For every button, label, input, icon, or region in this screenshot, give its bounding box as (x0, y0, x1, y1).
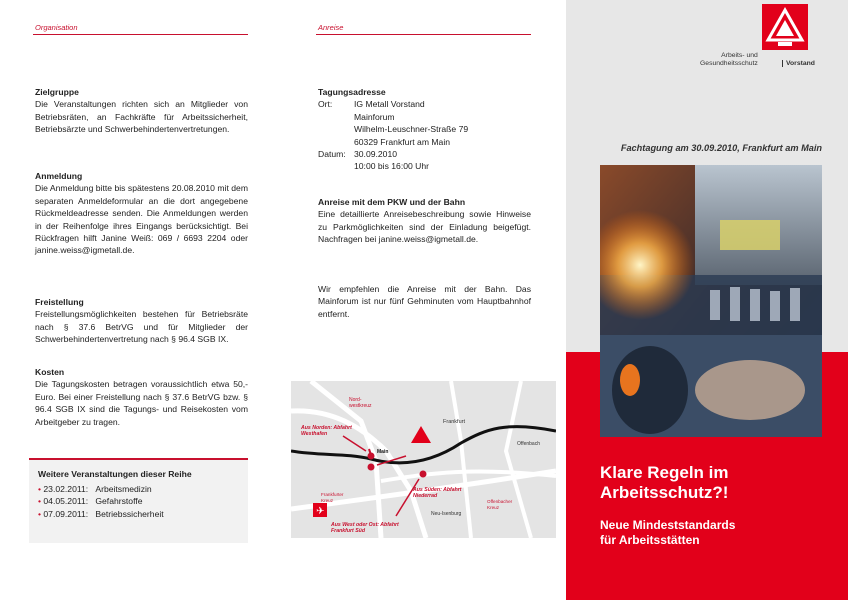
label-offenbacher-kreuz: Offenbacher Kreuz (487, 499, 513, 510)
label-frankfurter-kreuz: Frankfurter Kreuz (321, 492, 344, 503)
map-graphic (291, 381, 556, 538)
section-anmeldung (35, 170, 248, 257)
cover-subtitle: Neue Mindeststandards für Arbeitsstätten (600, 518, 736, 547)
section-zielgruppe (35, 86, 248, 136)
section-anreise-pkw (318, 196, 531, 246)
igmetall-logo (762, 4, 808, 50)
address-line: IG Metall Vorstand (354, 99, 425, 110)
ort-label: Ort: (318, 99, 333, 110)
label-main: Main (377, 449, 389, 455)
label-nordwestkreuz: Nord-westkreuz (349, 397, 372, 409)
event-date-line: Fachtagung am 30.09.2010, Frankfurt am Main (620, 143, 822, 153)
section-text: Die Anmeldung bitte bis spätestens 20.08.2010 mit dem separaten Anmeldeformular an die dort angegebene Rückmeldeadresse senden. Die Anmeldungen werden in der Reihenfolge ihres Eingangs berücksichtigt. Bei Rückfragen hilft Janine Weiß: 069 / 6693 2204 oder janine.weiss@igmetall.de. (35, 183, 248, 256)
address-line: Wilhelm-Leuschner-Straße 79 (354, 124, 469, 135)
section-title: Anmeldung (35, 171, 83, 181)
datum-label: Datum: (318, 149, 346, 160)
bullet-icon: • (38, 508, 44, 519)
section-text: Wir empfehlen die Anreise mit der Bahn. Das Mainforum ist nur fünf Gehminuten vom Hauptbahnhof entfernt. (318, 284, 531, 319)
collage-image (600, 165, 822, 437)
directions-map (291, 381, 556, 538)
bullet-icon: • (38, 484, 44, 494)
section-text: Freistellungsmöglichkeiten bestehen für Betriebsräte nach § 37.6 BetrVG und für Mitglieder der Schwerbehindertenvertretung nach § 96.4 SGB IX. (35, 309, 248, 345)
header-rule (316, 34, 531, 35)
time-line: 10:00 bis 16:00 Uhr (354, 161, 430, 172)
section-freistellung (35, 296, 248, 346)
section-bahn (318, 283, 531, 320)
date-line: 30.09.2010 (354, 149, 398, 160)
bullet-icon: • (38, 496, 44, 507)
label-aus-west-ost: Aus West oder Ost: Abfahrt Frankfurt Süd (331, 522, 399, 534)
section-title: Tagungsadresse (318, 87, 386, 97)
list-item: • 23.02.2011: Arbeitsmedizin (38, 484, 152, 494)
section-title: Kosten (35, 367, 65, 377)
section-title: Freistellung (35, 297, 84, 307)
org-name: Arbeits- und Gesundheitsschutz (700, 52, 758, 67)
address-line: 60329 Frankfurt am Main (354, 136, 451, 147)
section-title: Zielgruppe (35, 87, 79, 97)
cover-photo-collage (600, 165, 822, 437)
address-line: Mainforum (354, 111, 395, 122)
section-text: Die Veranstaltungen richten sich an Mitglieder von Betriebsräten, an Fachkräfte für Arbeitssicherheit, Betriebsärzte und Schwerbehindertenvertretungen. (35, 99, 248, 135)
section-text: Eine detaillierte Anreisebeschreibung sowie Hinweise zu Parkmöglichkeiten sind der Einladung beigefügt. Nachfragen bei janine.weiss@igmetall.de. (318, 209, 531, 245)
further-events-box (29, 458, 248, 543)
section-text: Die Tagungskosten betragen voraussichtlich etwa 50,- Euro. Bei einer Freistellung nach § 37.6 BetrVG bzw. § 96.4 SGB IX sind die Tagungs- und Reisekosten vom Arbeitgeber zu tragen. (35, 379, 248, 427)
section-title: Anreise mit dem PKW und der Bahn (318, 197, 466, 207)
list-item: • 07.09.2011: Betriebssicherheit (38, 508, 164, 519)
column-header-organisation: Organisation (35, 23, 78, 32)
org-vorstand: Vorstand (782, 60, 815, 67)
column-header-anreise: Anreise (318, 23, 344, 32)
svg-text:✈: ✈ (316, 506, 325, 517)
label-aus-sueden: Aus Süden: Abfahrt Niederrad (413, 487, 462, 499)
cover-title: Klare Regeln im Arbeitsschutz?! (600, 463, 729, 502)
label-aus-norden: Aus Norden: Abfahrt Westhafen (301, 425, 352, 437)
section-tagungsadresse (318, 86, 531, 173)
label-neu-isenburg: Neu-Isenburg (431, 511, 462, 517)
header-rule (33, 34, 248, 35)
section-kosten (35, 366, 248, 428)
label-offenbach: Offenbach (517, 441, 540, 447)
list-item: • 04.05.2011: Gefahrstoffe (38, 496, 143, 507)
box-title: Weitere Veranstaltungen dieser Reihe (38, 469, 192, 479)
event-list (38, 483, 248, 520)
label-frankfurt: Frankfurt (443, 419, 466, 425)
